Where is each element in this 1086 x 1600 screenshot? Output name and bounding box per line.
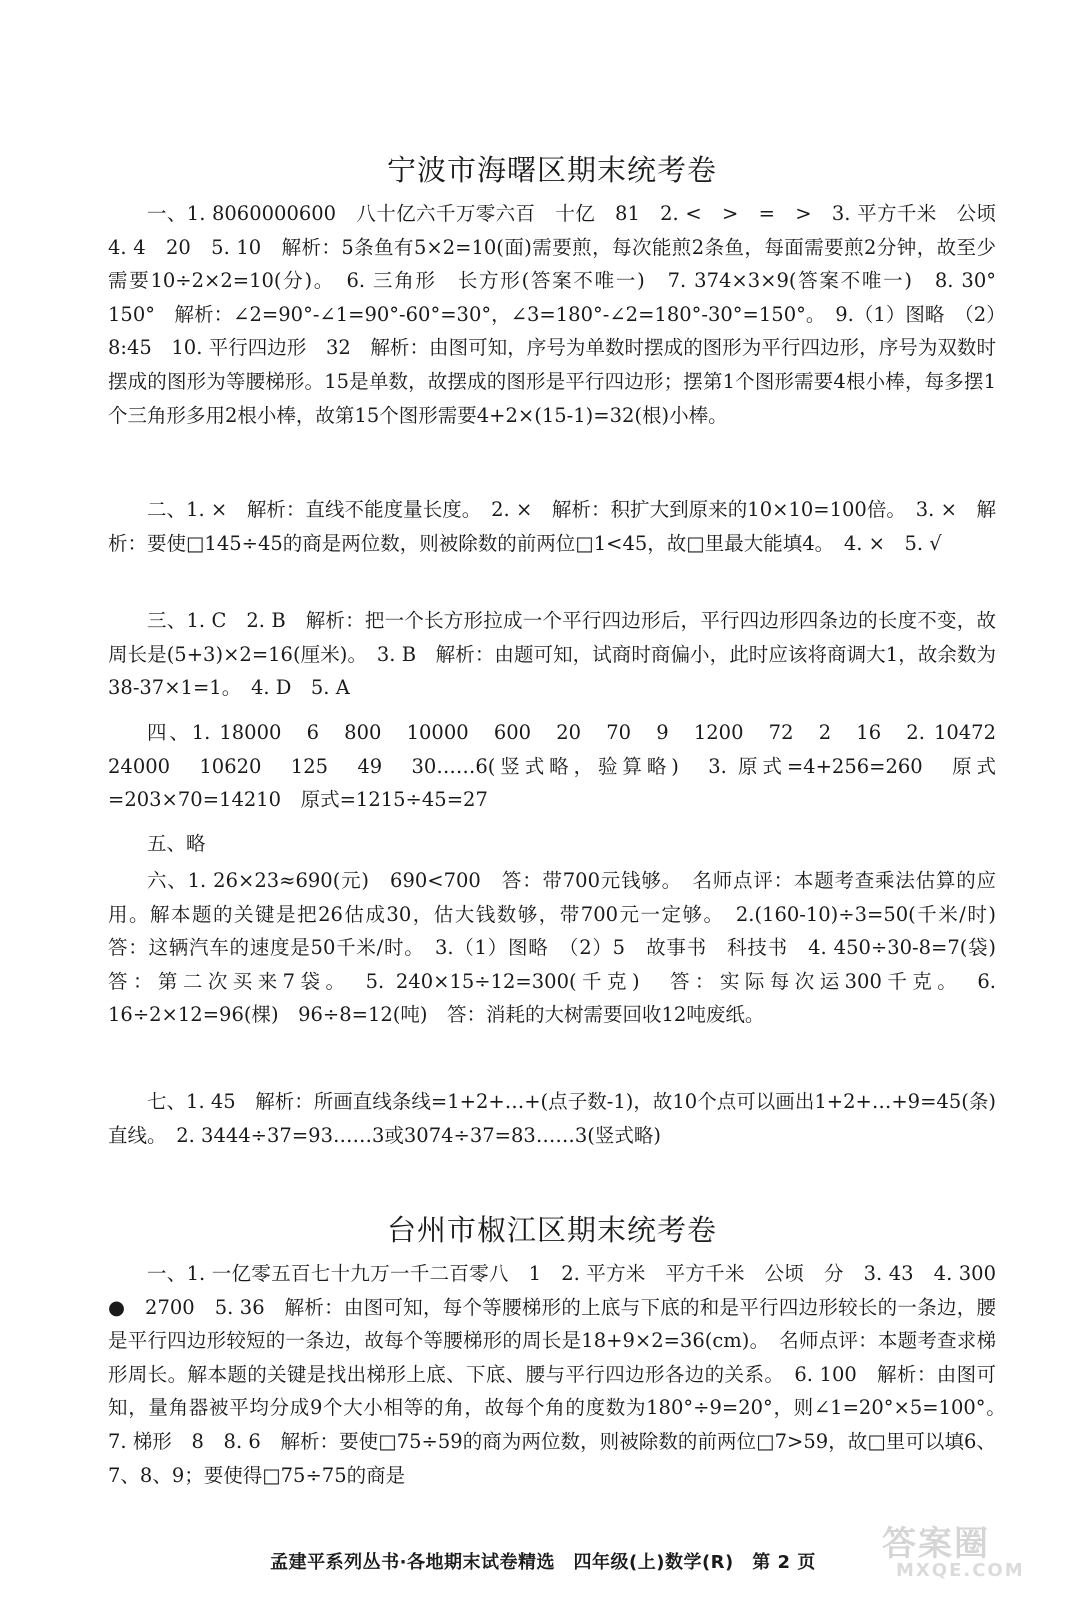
answer-section-7: 七、1. 45 解析：所画直线条线=1+2+…+(点子数-1)，故10个点可以画出1+2+…+9=45(条)直线。 2. 3444÷37=93……3或3074÷37=83……3(竖式略) — [108, 1090, 996, 1147]
watermark-text: 答案圈 — [882, 1524, 990, 1564]
exam-title-ningbo: 宁波市海曙区期末统考卷 — [386, 153, 717, 187]
answer-section-taizhou-1: 一、1. 一亿零五百七十九万一千二百零八 1 2. 平方米 平方千米 公顷 分 3. 43 4. 300 ● 2700 5. 36 解析：由图可知，每个等腰梯形的上底与下底的和是平行四边形较长的一条边，腰是平行四边形较短的一条边，故每个等腰梯形的周长是18+9×2=36(cm)。 名师点评：本题考查求梯形周长。解本题的关键是找出梯形上底、下底、腰与平行四边形各边的关系。 6. 100 解析：由图可知，量角器被平均分成9个大小相等的角，故每个角的度数为180°÷9=20°，则∠1=20°×5=100°。 7. 梯形 8 8. 6 解析：要使□75÷59的商为两位数，则被除数的前两位□7>59，故□里可以填6、7、8、9；要使得□75÷75的商是 — [108, 1262, 1016, 1487]
watermark-url: MXQE.COM — [896, 1560, 1025, 1581]
answer-section-3: 三、1. C 2. B 解析：把一个长方形拉成一个平行四边形后，平行四边形四条边的长度不变，故周长是(5+3)×2=16(厘米)。 3. B 解析：由题可知，试商时商偏小，此时应该将商调大1，故余数为38-37×1=1。 4. D 5. A — [108, 609, 996, 700]
exam-title-taizhou: 台州市椒江区期末统考卷 — [386, 1213, 717, 1247]
page-footer: 孟建平系列丛书·各地期末试卷精选 四年级(上)数学(R) 第 2 页 — [270, 1552, 816, 1573]
answer-section-6: 六、1. 26×23≈690(元) 690<700 答：带700元钱够。 名师点评：本题考查乘法估算的应用。解本题的关键是把26估成30，估大钱数够，带700元一定够。 2.(160-10)÷3=50(千米/时) 答：这辆汽车的速度是50千米/时。 3.（1）图略 （2）5 故事书 科技书 4. 450÷30-8=7(袋) 答：第二次买来7袋。 5. 240×15÷12=300(千克) 答：实际每次运300千克。 6. 16÷2×12=96(棵) 96÷8=12(吨) 答：消耗的大树需要回收12吨废纸。 — [108, 869, 1016, 1027]
answer-section-2: 二、1. × 解析：直线不能度量长度。 2. × 解析：积扩大到原来的10×10=100倍。 3. × 解析：要使□145÷45的商是两位数，则被除数的前两位□1<45，故□里最大能填4。 4. × 5. √ — [108, 498, 996, 555]
answer-section-5: 五、略 — [147, 832, 206, 855]
answer-section-1: 一、1. 8060000600 八十亿六千万零六百 十亿 81 2. < > = > 3. 平方千米 公顷 4. 4 20 5. 10 解析：5条鱼有5×2=10(面)需要煎，每次能煎2条鱼，每面需要煎2分钟，故至少需要10÷2×2=10(分)。 6. 三角形 长方形(答案不唯一) 7. 374×3×9(答案不唯一) 8. 30° 150° 解析：∠2=90°-∠1=90°-60°=30°，∠3=180°-∠2=180°-30°=150°。 9.（1）图略 （2）8:45 10. 平行四边形 32 解析：由图可知，序号为单数时摆成的图形为平行四边形，序号为双数时摆成的图形为等腰梯形。15是单数，故摆成的图形是平行四边形；摆第1个图形需要4根小棒，每多摆1个三角形多用2根小棒，故第15个图形需要4+2×(15-1)=32(根)小棒。 — [108, 202, 1016, 427]
watermark-logo — [882, 1516, 1062, 1586]
answer-section-4: 四、1. 18000 6 800 10000 600 20 70 9 1200 72 2 16 2. 10472 24000 10620 125 49 30……6(竖式略，验算略) 3. 原式=4+256=260 原式=203×70=14210 原式=1215÷45=27 — [108, 721, 1016, 812]
